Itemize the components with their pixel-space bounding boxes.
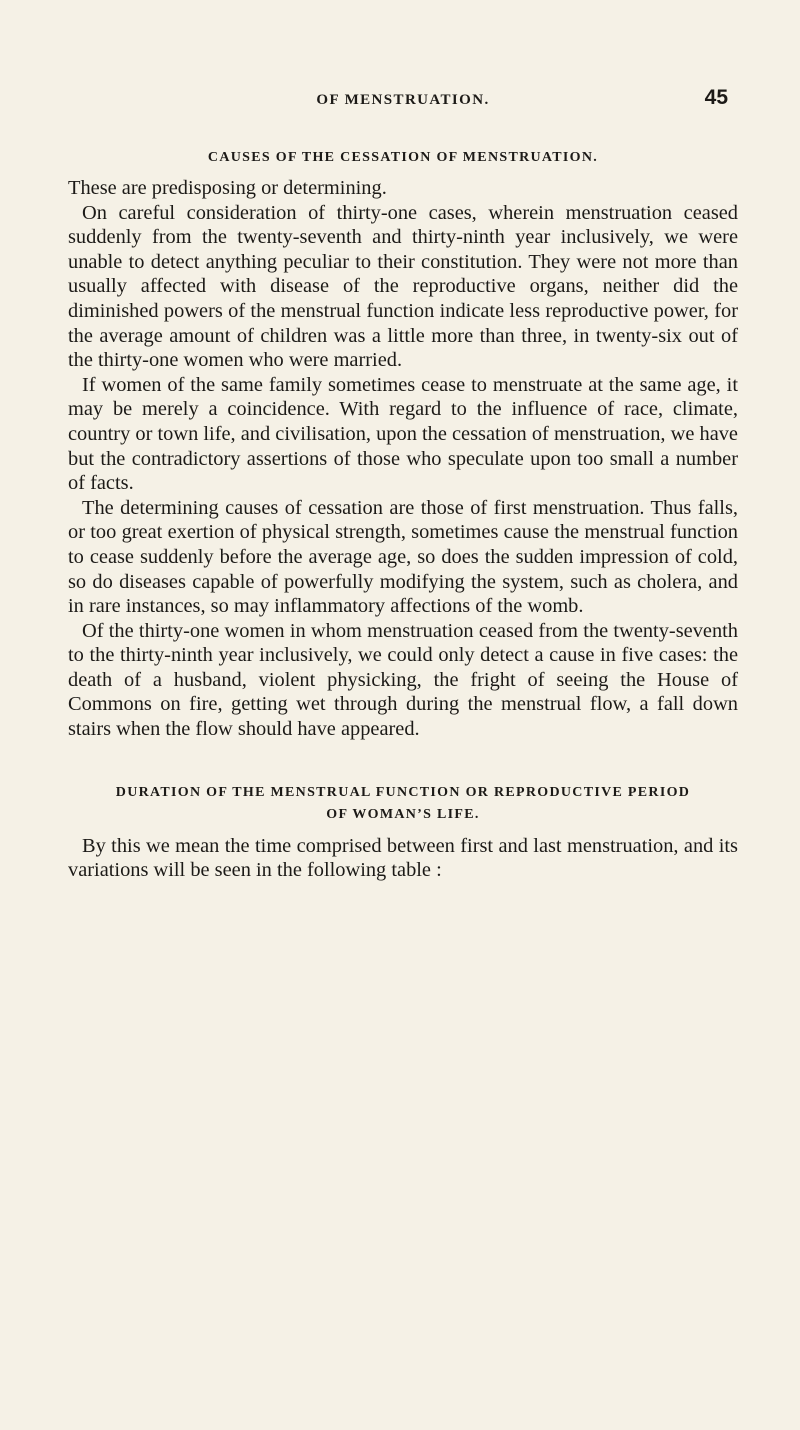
heading-line: DURATION OF THE MENSTRUAL FUNCTION OR REPRODUCTIVE PERIOD [115,784,691,800]
paragraph: The determining causes of cessation are those of first menstruation. Thus falls, or too great exertion of physical strength, sometimes cause the menstrual function to cease suddenly before the average age, so does the sudden impression of cold, so do diseases capable of powerfully modifying the system, such as cholera, and in rare instances, so may inflammatory affections of the womb. [68,496,738,618]
section-duration-body [68,834,738,883]
book-page [0,86,800,1430]
page-number: 45 [704,86,728,109]
paragraph: On careful consideration of thirty-one cases, wherein menstruation ceased suddenly from the twenty-seventh and thirty-ninth year inclusively, we were unable to detect anything peculiar to their constitution. They were not more than usually affected with disease of the reproductive organs, neither did the diminished powers of the menstrual function indicate less reproductive power, for the average amount of children was a little more than three, in twenty-six out of the thirty-one women who were married. [68,201,738,372]
section-heading-causes: CAUSES OF THE CESSATION OF MENSTRUATION. [207,150,599,165]
heading-line: OF WOMAN’S LIFE. [326,806,480,822]
paragraph: Of the thirty-one women in whom menstruation ceased from the twenty-seventh to the thirty-ninth year inclusively, we could only detect a cause in five cases: the death of a husband, violent physicking, the fright of seeing the House of Commons on fire, getting wet through during the menstrual flow, a fall down stairs when the flow should have appeared. [68,619,738,741]
running-title: OF MENSTRUATION. [316,92,490,108]
section-heading-duration [68,782,738,826]
paragraph: These are predisposing or determining. [68,177,387,199]
paragraph: By this we mean the time comprised between first and last menstruation, and its variations will be seen in the following table : [68,834,738,882]
section-causes-body [68,176,738,742]
running-header [68,86,738,116]
paragraph: If women of the same family sometimes cease to menstruate at the same age, it may be merely a coincidence. With regard to the influence of race, climate, country or town life, and civilisation, upon the cessation of menstruation, we have but the contradictory assertions of those who speculate upon too small a number of facts. [68,373,738,495]
